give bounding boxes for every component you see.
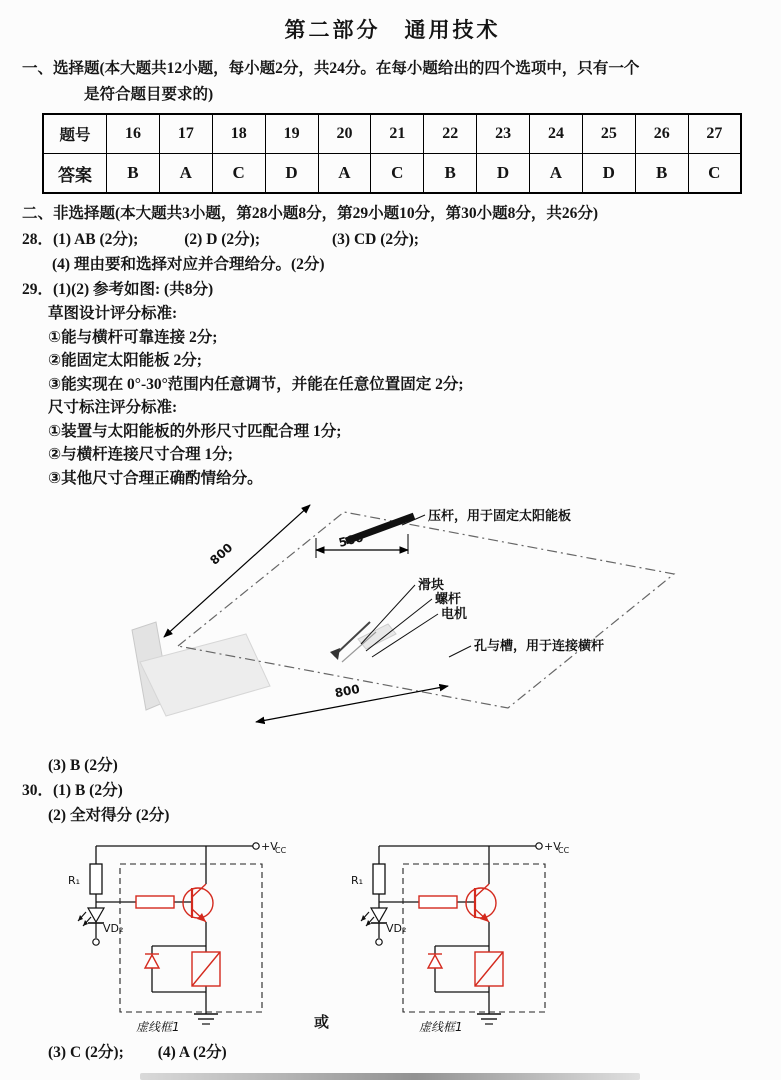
answer-table (42, 113, 742, 194)
relay-circuit-right (339, 834, 575, 1040)
q29-criteria-line: ③能实现在 0°-30°范围内任意调节，并能在任意位置固定 2分; (48, 375, 464, 393)
vcc-label: +V (261, 840, 278, 853)
base-resistor (136, 896, 174, 908)
dashed-box (120, 864, 262, 1012)
r1-label: R₁ (351, 874, 364, 887)
qnum-cell: 25 (582, 114, 635, 154)
q29-figure-wrap (118, 494, 763, 751)
q28-part2: (2) D (2分); (184, 231, 261, 248)
frq-section-heading: 二、非选择题(本大题共3小题，第28小题8分，第29小题10分，第30小题8分，共26分) (22, 205, 599, 222)
hole-slot-label: 孔与槽，用于连接横杆 (474, 639, 605, 654)
q30-part34-answer (22, 1040, 763, 1065)
qnum-cell: 17 (159, 114, 212, 154)
dim-bottom-label: 800 (333, 681, 361, 701)
answer-cell: B (635, 154, 688, 194)
q29-criteria-line: ③其他尺寸合理正确酌情给分。 (48, 469, 263, 487)
q28-answer-line2: (4) 理由要和选择对应并合理给分。(2分) (52, 256, 325, 273)
q29-part3-answer: (3) B (2分) (48, 757, 118, 774)
page-footer-cutoff (140, 1073, 640, 1080)
q28-part3: (3) CD (2分); (332, 231, 419, 248)
answer-cell: D (265, 154, 318, 194)
press-rod-label: 压杆，用于固定太阳能板 (428, 509, 572, 524)
q29-criteria-line: 尺寸标注评分标准: (48, 399, 178, 416)
q29-criteria-line: ②能固定太阳能板 2分; (48, 352, 202, 369)
qnum-cell: 27 (688, 114, 741, 154)
q29-sketch-figure (118, 494, 778, 746)
dim-left-label: 800 (207, 540, 236, 568)
qnum-cell: 18 (212, 114, 265, 154)
table-row-answers (43, 154, 741, 194)
slider-label: 滑块 (418, 578, 445, 593)
q29-criteria-line: ①装置与太阳能板的外形尺寸匹配合理 1分; (48, 422, 342, 440)
resistor-r1 (373, 864, 385, 894)
dimension-bottom-800 (256, 682, 448, 722)
q29-intro: 29．(1)(2) 参考如图: (共8分) (22, 281, 214, 298)
dashed-box-label: 虚线框1 (419, 1020, 463, 1034)
ground-symbol (477, 1014, 501, 1024)
answer-cell: D (582, 154, 635, 194)
vcc-terminal (253, 843, 259, 849)
qnum-cell: 21 (371, 114, 424, 154)
vd2-label: VD₂ (386, 922, 407, 935)
answer-cell: D (477, 154, 530, 194)
qnum-cell: 22 (424, 114, 477, 154)
qnum-cell: 23 (477, 114, 530, 154)
q30-part3: (3) C (2分); (48, 1044, 124, 1061)
resistor-r1 (90, 864, 102, 894)
answer-cell: B (424, 154, 477, 194)
vd2-label: VD₂ (103, 922, 124, 935)
dimension-top-500 (316, 530, 408, 558)
vcc-sub-label: CC (558, 846, 570, 855)
screw-label: 螺杆 (435, 592, 462, 607)
answer-cell: A (159, 154, 212, 194)
row-header-answer: 答案 (43, 154, 107, 194)
input-terminal (93, 939, 99, 945)
qnum-cell: 26 (635, 114, 688, 154)
vcc-label: +V (544, 840, 561, 853)
q29-criteria-line: ②与横杆连接尺寸合理 1分; (48, 446, 233, 463)
answer-cell: B (107, 154, 160, 194)
answer-cell: A (318, 154, 371, 194)
flyback-diode (428, 954, 442, 968)
vcc-sub-label: CC (275, 846, 287, 855)
r1-label: R₁ (68, 874, 81, 887)
q30-part2-answer: (2) 全对得分 (2分) (48, 807, 170, 824)
page-title: 第二部分 通用技术 (284, 18, 501, 42)
relay-coil (192, 952, 220, 986)
ground-symbol (194, 1014, 218, 1024)
answer-cell: A (530, 154, 583, 194)
relay-coil (475, 952, 503, 986)
dim-top-label: 500 (337, 530, 365, 550)
answer-cell: C (212, 154, 265, 194)
dashed-box-label: 虚线框1 (136, 1020, 180, 1034)
mc-heading-line1: 一、选择题(本大题共12小题，每小题2分，共24分。在每小题给出的四个选项中，只有一个 (22, 60, 640, 77)
base-resistor (419, 896, 457, 908)
q29-criteria-line: 草图设计评分标准: (48, 305, 178, 322)
qnum-cell: 19 (265, 114, 318, 154)
row-header-qnum: 题号 (43, 114, 107, 154)
led-vd2 (361, 908, 387, 926)
led-vd2 (78, 908, 104, 926)
transistor (466, 884, 496, 922)
answer-cell: C (371, 154, 424, 194)
mc-heading-line2: 是符合题目要求的) (84, 86, 214, 103)
q28-answer-line1 (22, 227, 763, 252)
q29-criteria-line: ①能与横杆可靠连接 2分; (48, 328, 218, 346)
qnum-cell: 20 (318, 114, 371, 154)
input-terminal (376, 939, 382, 945)
qnum-cell: 16 (107, 114, 160, 154)
answer-cell: C (688, 154, 741, 194)
dimension-left-800 (164, 505, 310, 637)
q30-part4: (4) A (2分) (157, 1044, 227, 1061)
table-row-question-numbers (43, 114, 741, 154)
flyback-diode (145, 954, 159, 968)
q28-part1: 28．(1) AB (2分); (22, 231, 139, 248)
motor-label: 电机 (441, 607, 468, 622)
mc-section-heading (22, 56, 763, 108)
relay-circuit-left (56, 834, 292, 1040)
vcc-terminal (536, 843, 542, 849)
q30-circuit-figures (56, 834, 763, 1040)
or-separator: 或 (314, 1015, 330, 1031)
dashed-box (403, 864, 545, 1012)
q30-part1-answer: 30．(1) B (2分) (22, 782, 123, 799)
qnum-cell: 24 (530, 114, 583, 154)
transistor (183, 884, 213, 922)
